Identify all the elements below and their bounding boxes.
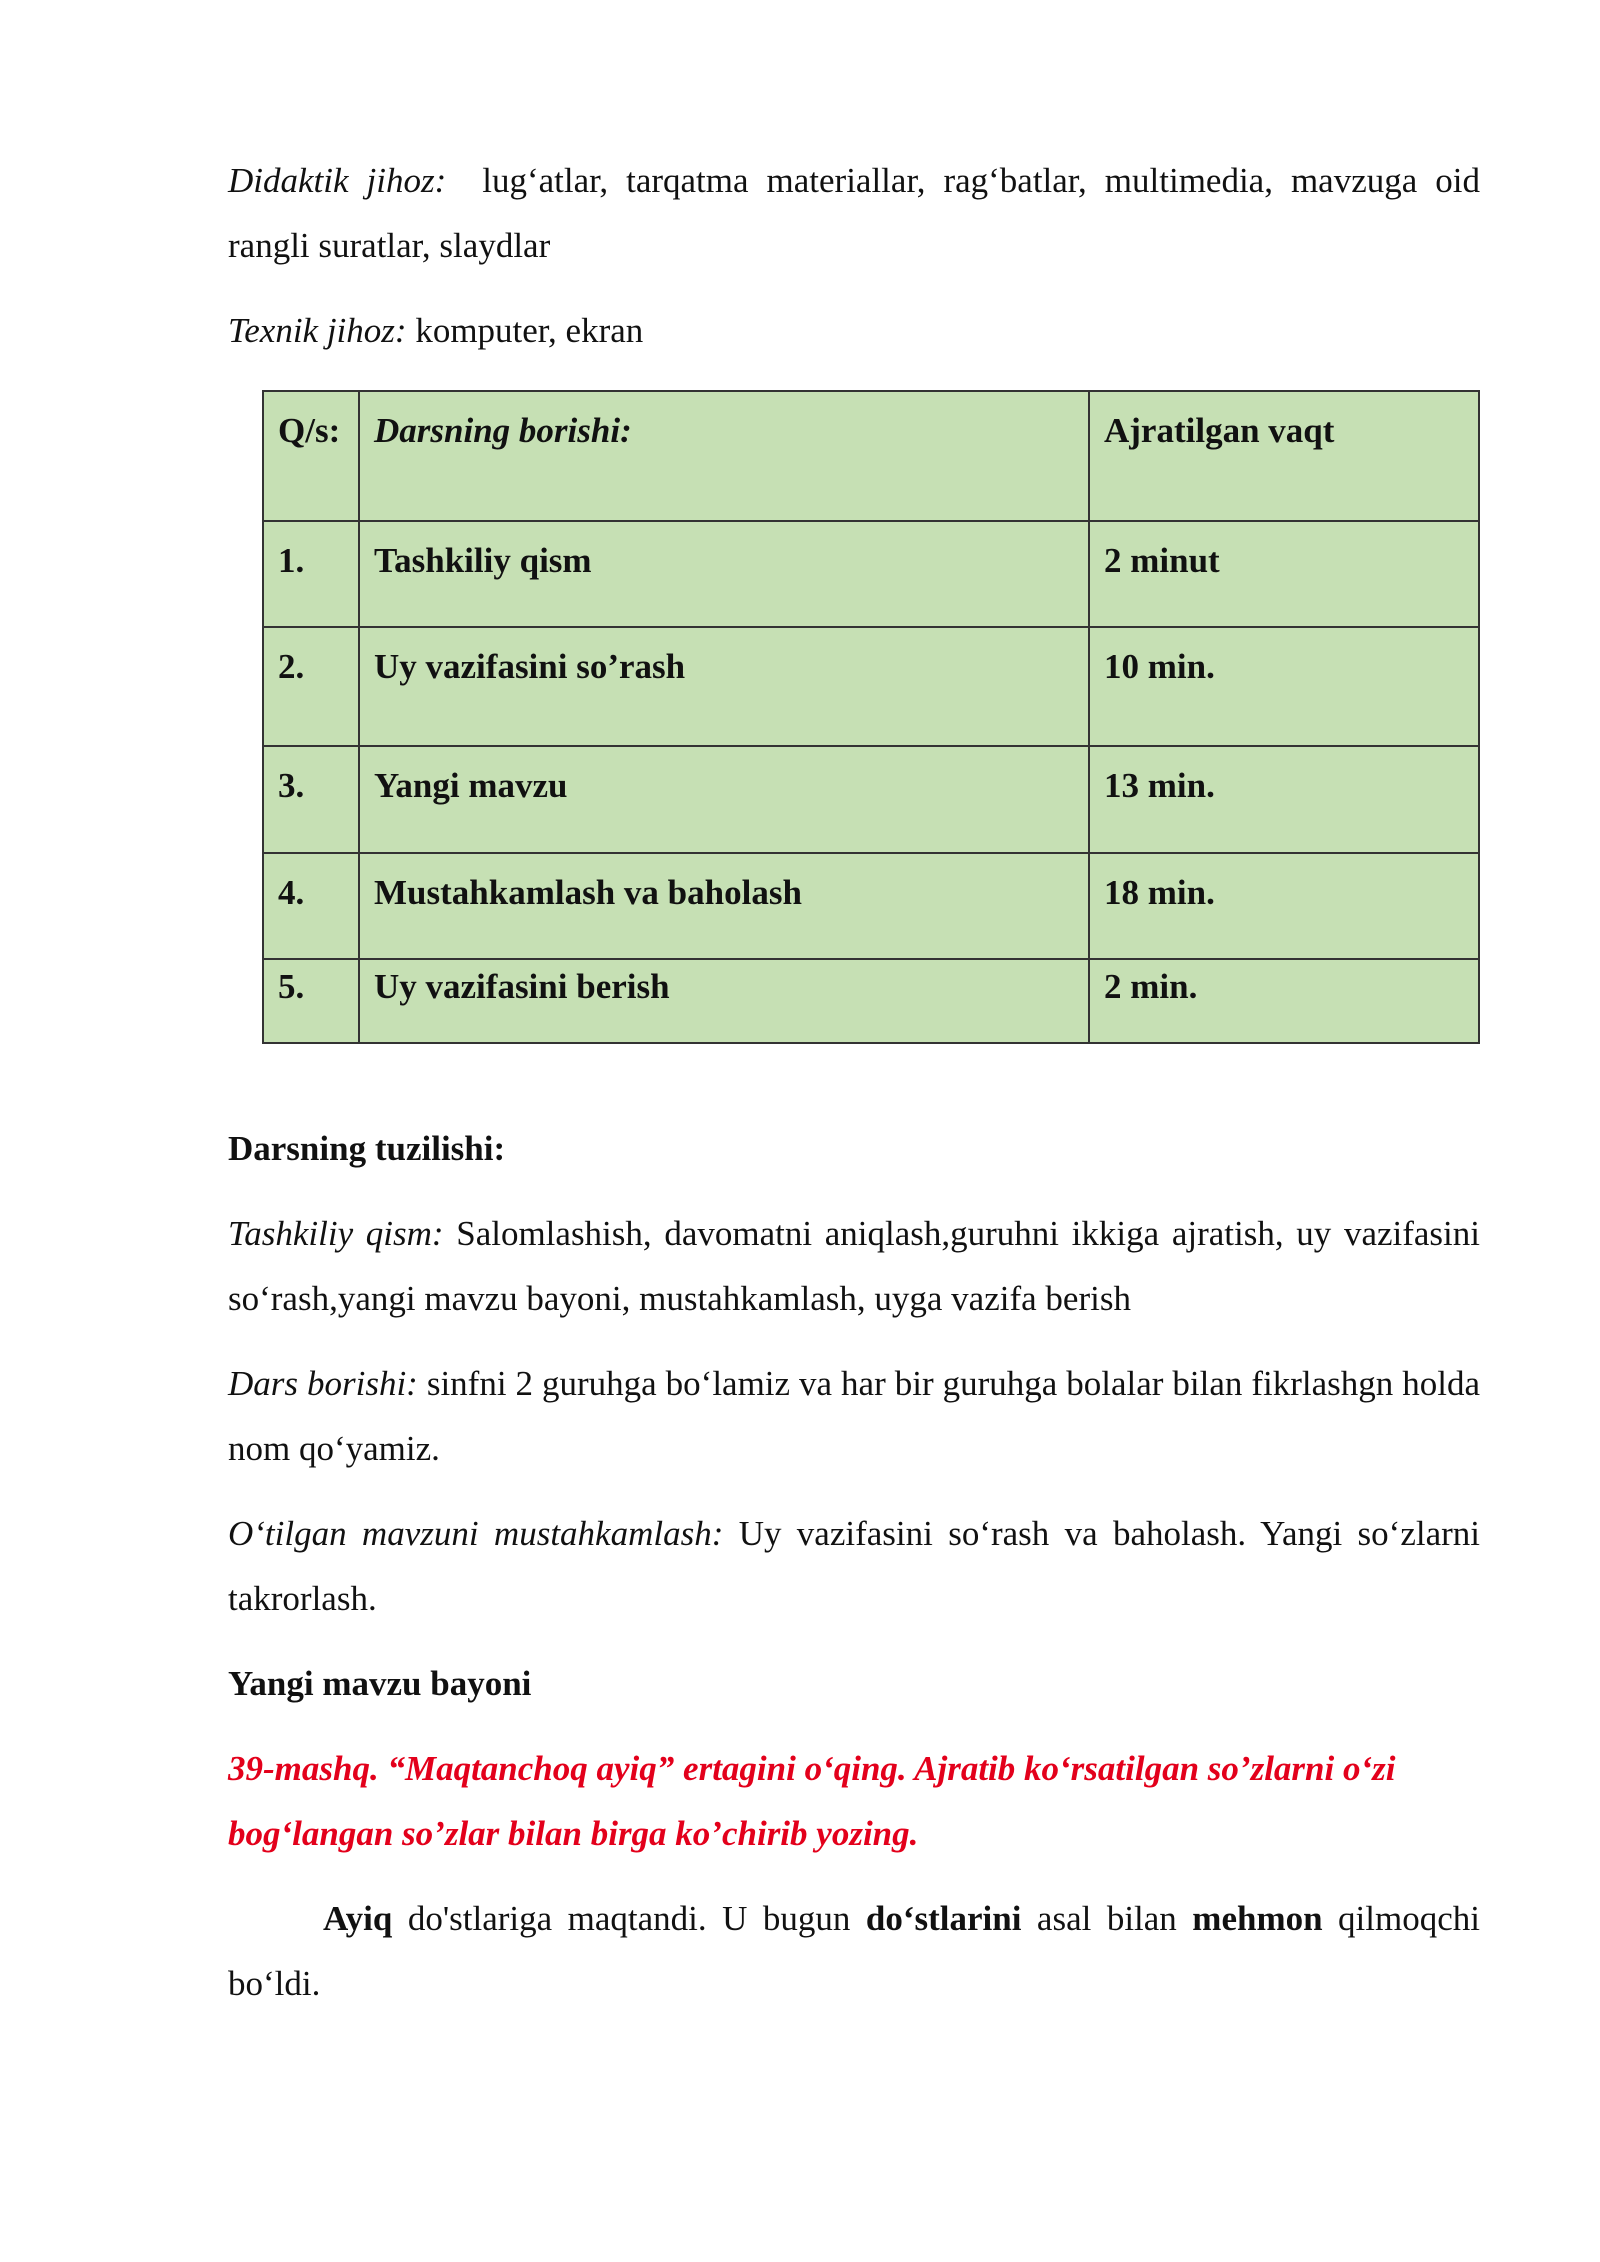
didaktik-label: Didaktik jihoz: bbox=[228, 161, 447, 200]
row-stage: Yangi mavzu bbox=[359, 746, 1089, 853]
exercise-instruction: 39-mashq. “Maqtanchoq ayiq” ertagini o‘qing. Ajratib ko‘rsatilgan so’zlarni o‘zi bog‘langan so’zlar bilan birga ko’chirib yozing. bbox=[228, 1749, 1396, 1853]
row-time: 2 min. bbox=[1089, 959, 1479, 1043]
header-allotted-time: Ajratilgan vaqt bbox=[1089, 391, 1479, 521]
table-row bbox=[263, 853, 1479, 959]
row-stage: Tashkiliy qism bbox=[359, 521, 1089, 627]
row-number: 1. bbox=[263, 521, 359, 627]
row-time: 18 min. bbox=[1089, 853, 1479, 959]
row-time: 10 min. bbox=[1089, 627, 1479, 746]
section-heading: Darsning tuzilishi: bbox=[228, 1129, 506, 1168]
didaktik-paragraph bbox=[228, 148, 1480, 278]
texnik-label: Texnik jihoz: bbox=[228, 311, 407, 350]
story-word: Ayiq bbox=[323, 1899, 393, 1938]
tashkiliy-label: Tashkiliy qism: bbox=[228, 1214, 444, 1253]
row-stage: Uy vazifasini so’rash bbox=[359, 627, 1089, 746]
otilgan-text: Uy vazifasini so‘rash va baholash. Yangi so‘zlarni takrorlash. bbox=[228, 1514, 1480, 1618]
row-number: 4. bbox=[263, 853, 359, 959]
story-text: do'stlariga maqtandi. U bugun bbox=[392, 1899, 866, 1938]
row-stage: Mustahkamlash va baholash bbox=[359, 853, 1089, 959]
story-word: do‘stlarini bbox=[865, 1899, 1022, 1938]
story-text: qilmoqchi bo‘ldi. bbox=[228, 1899, 1480, 2003]
table-row bbox=[263, 521, 1479, 627]
story-paragraph bbox=[228, 1886, 1480, 2016]
texnik-paragraph bbox=[228, 298, 1480, 363]
dars-borishi-label: Dars borishi: bbox=[228, 1364, 418, 1403]
tashkiliy-text: Salomlashish, davomatni aniqlash,guruhni ikkiga ajratish, uy vazifasini so‘rash,yangi mavzu bayoni, mustahkamlash, uyga vazifa berish bbox=[228, 1214, 1480, 1318]
table-header-row bbox=[263, 391, 1479, 521]
header-number: Q/s: bbox=[263, 391, 359, 521]
row-time: 2 minut bbox=[1089, 521, 1479, 627]
header-lesson-flow: Darsning borishi: bbox=[359, 391, 1089, 521]
row-number: 3. bbox=[263, 746, 359, 853]
story-text: asal bilan bbox=[1021, 1899, 1193, 1938]
otilgan-paragraph bbox=[228, 1501, 1480, 1631]
story-word: mehmon bbox=[1192, 1899, 1323, 1938]
dars-borishi-text: sinfni 2 guruhga bo‘lamiz va har bir guruhga bolalar bilan fikrlashgn holda nom qo‘yamiz. bbox=[228, 1364, 1480, 1468]
document-body bbox=[228, 1116, 1480, 2016]
tashkiliy-paragraph bbox=[228, 1201, 1480, 1331]
row-stage: Uy vazifasini berish bbox=[359, 959, 1089, 1043]
row-number: 2. bbox=[263, 627, 359, 746]
dars-borishi-paragraph bbox=[228, 1351, 1480, 1481]
row-number: 5. bbox=[263, 959, 359, 1043]
table-row bbox=[263, 627, 1479, 746]
texnik-text: komputer, ekran bbox=[415, 311, 644, 350]
section-heading: Yangi mavzu bayoni bbox=[228, 1664, 532, 1703]
table-row bbox=[263, 959, 1479, 1043]
table-row bbox=[263, 746, 1479, 853]
otilgan-label: O‘tilgan mavzuni mustahkamlash: bbox=[228, 1514, 724, 1553]
document-content bbox=[228, 148, 1480, 363]
didaktik-text: lug‘atlar, tarqatma materiallar, rag‘batlar, multimedia, mavzuga oid rangli suratlar, slaydlar bbox=[228, 161, 1480, 265]
lesson-plan-table bbox=[262, 390, 1480, 1044]
row-time: 13 min. bbox=[1089, 746, 1479, 853]
